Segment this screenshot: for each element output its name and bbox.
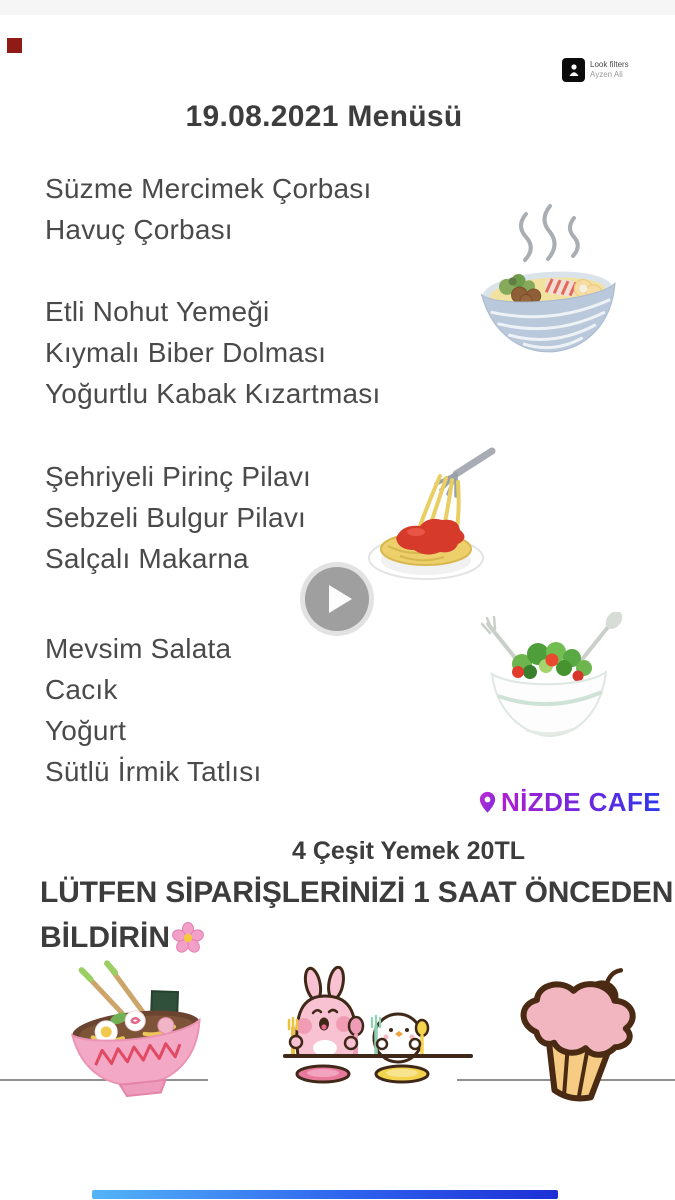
bunny-and-chick-sticker: [283, 966, 475, 1093]
menu-date-title: 19.08.2021 Menüsü: [185, 100, 463, 133]
order-notice-text: BİLDİRİN: [40, 921, 170, 954]
menu-item: Salçalı Makarna: [45, 543, 249, 574]
menu-section-soups: [45, 168, 371, 250]
menu-item: Sebzeli Bulgur Pilavı: [45, 502, 306, 533]
filter-name-label: Look filters: [590, 60, 629, 69]
play-button[interactable]: [300, 562, 374, 636]
menu-section-sides: [45, 456, 311, 579]
cupcake-sticker: [503, 963, 658, 1113]
red-square-marker: [7, 38, 22, 53]
menu-item: Şehriyeli Pirinç Pilavı: [45, 461, 312, 492]
video-progress-bar[interactable]: [92, 1190, 558, 1199]
order-notice-line-1: LÜTFEN SİPARİŞLERİNİZİ 1 SAAT ÖNCEDEN: [40, 876, 674, 909]
menu-section-mains: [45, 291, 380, 414]
flower-emoji-icon: [172, 922, 204, 954]
location-sticker[interactable]: [479, 787, 661, 818]
menu-item: Yoğurt: [45, 715, 127, 746]
play-icon: [329, 585, 352, 613]
filter-attribution-text: [590, 58, 629, 80]
menu-item: Süzme Mercimek Çorbası: [45, 173, 372, 204]
filter-attribution-badge[interactable]: [562, 58, 629, 82]
top-band: [0, 0, 675, 15]
filter-creator-label: Ayzen Ali: [590, 70, 623, 79]
steaming-soup-bowl-sticker: [468, 200, 628, 363]
menu-item: Kıymalı Biber Dolması: [45, 337, 327, 368]
filter-creator-avatar-icon: [562, 58, 585, 82]
location-pin-icon: [479, 791, 496, 814]
menu-item: Etli Nohut Yemeği: [45, 296, 270, 327]
menu-item: Mevsim Salata: [45, 633, 232, 664]
price-line: 4 Çeşit Yemek 20TL: [292, 837, 526, 865]
menu-section-salads-desserts: [45, 628, 261, 792]
menu-item: Sütlü İrmik Tatlısı: [45, 756, 262, 787]
menu-item: Cacık: [45, 674, 118, 705]
order-notice-line-2: [40, 921, 204, 955]
location-name: NİZDE CAFE: [501, 787, 661, 817]
spaghetti-plate-sticker: [366, 446, 501, 591]
menu-item: Yoğurtlu Kabak Kızartması: [45, 378, 381, 409]
menu-item: Havuç Çorbası: [45, 214, 233, 245]
salad-bowl-sticker: [474, 612, 626, 753]
ramen-bowl-sticker: [48, 958, 218, 1103]
